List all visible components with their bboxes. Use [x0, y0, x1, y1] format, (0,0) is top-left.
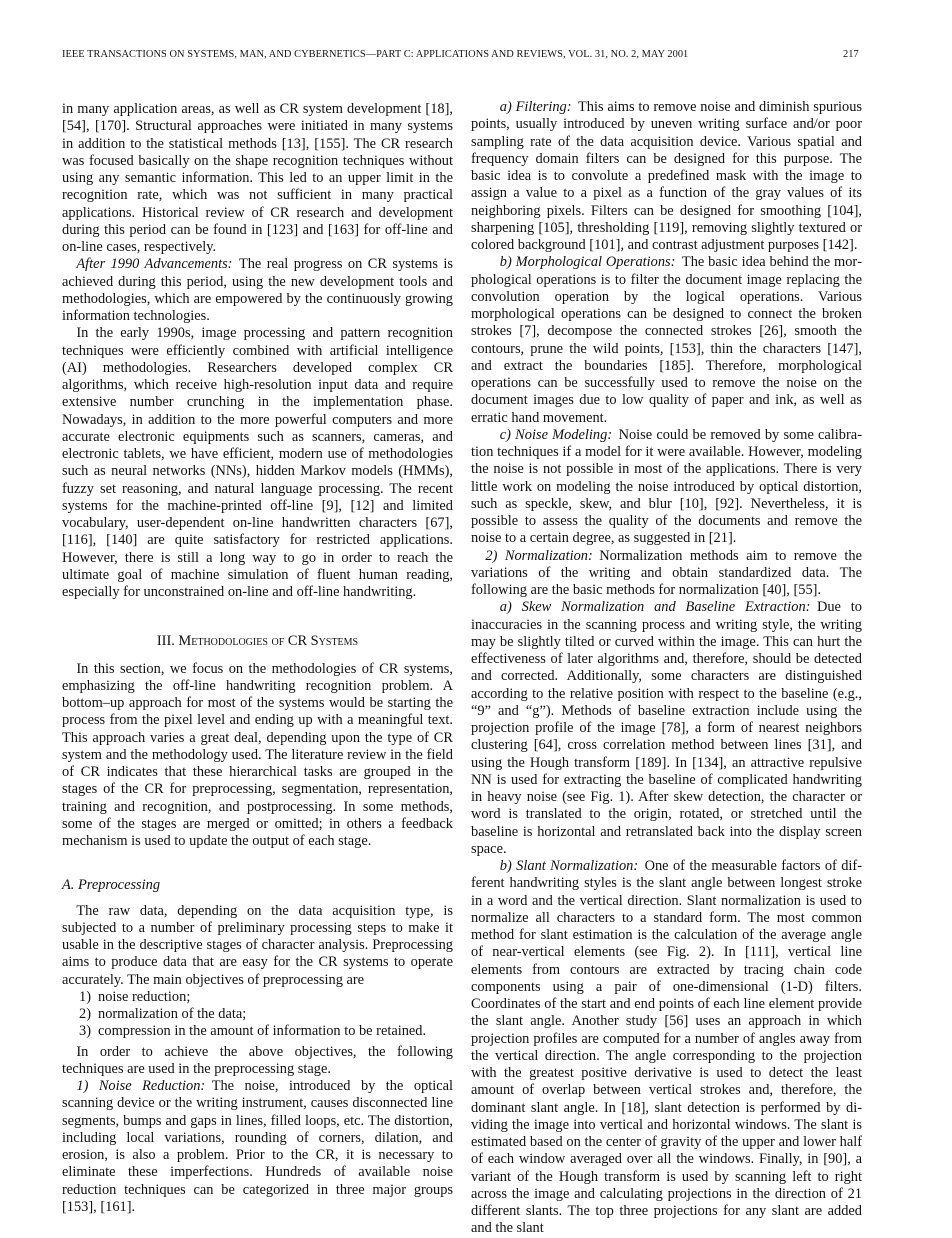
run-in-heading: c) Noise Modeling: [499, 426, 613, 443]
list-number: 1) [79, 988, 91, 1005]
section-heading: III. Methodologies of CR Systems [156, 633, 359, 650]
paragraph [471, 548, 862, 600]
paragraph-text: This aims to remove noise and diminish spurious points, usually introduced by uneven writing surface and/or poor sampling rate of the data acquisition device. Various spatial and frequency domain filters can be designed for this purpose. The basic idea is to convolute a predefined mask with the image to assign a value to a pixel as a function of the gray values of its neighboring pixels. Filters can be designed for smoothing [104], sharpening [105], thresholding [119], removing slightly textured or colored background [101], and contrast adjustment purposes [142]. [471, 99, 863, 253]
run-in-heading: 1) Noise Reduction: [76, 1078, 206, 1094]
paragraph [471, 427, 862, 548]
paragraph-text: The real progress on CR systems is achieved during this period, using the new development tools and methodologies, which are empowered by the continuously growing information technologies. [62, 256, 453, 324]
run-in-heading: 2) Normalization: [485, 547, 593, 564]
paragraph [62, 1078, 453, 1216]
paragraph: in many application areas, as well as CR system development [18], [54], [170]. Structural approaches were initiated in many systems in addition to the statistical methods [13], [155]. The CR research was focused basically on the shape recognition techniques without using any semantic information. This led to an upper limit in the recognition rate, which was not sufficient in many practical applications. Historical review of CR research and development during this period can be found in [123] and [163] for off-line and on-line cases, respectively. [62, 101, 453, 255]
paragraph-text: Normalization methods aim to remove the variations of the writing and obtain standardized data. The following are the basic methods for normalization [40], [55]. [471, 547, 862, 598]
page-number: 217 [843, 49, 859, 60]
running-header: IEEE TRANSACTIONS ON SYSTEMS, MAN, AND CYBERNETICS—PART C: APPLICATIONS AND REVIEWS, VOL. 31, NO. 2, MAY 2001 [62, 49, 689, 60]
run-in-heading: b) Slant Normalization: [499, 858, 639, 874]
paragraph-text: The noise, introduced by the optical scanning device or the writing instrument, causes disconnected line segments, bumps and gaps in lines, filled loops, etc. The distortion, including local variations, rounding of corners, dilation, and erosion, is also a problem. Prior to the CR, it is necessary to eliminate these imperfections. Hundreds of available noise reduction techniques can be categorized in three major groups [153], [161]. [62, 1078, 453, 1215]
paragraph: In this section, we focus on the methodologies of CR systems, emphasizing the off-line handwriting recognition problem. A bottom–up approach for most of the systems would be starting the process from the pixel level and ending up with a meaningful text. This approach varies a great deal, depending upon the type of CR system and the methodology used. The literature review in the field of CR indicates that these hierarchical tasks are grouped in the stages of the CR for preprocessing, segmentation, representation, training and recognition, and postprocessing. In some methods, some of the stages are merged or omitted; in others a feedback mechanism is used to update the output of each stage. [62, 660, 453, 849]
paragraph [471, 599, 862, 858]
run-in-heading: After 1990 Advancements: [76, 256, 233, 273]
paragraph [471, 858, 862, 1238]
run-in-heading: b) Morphological Operations: [499, 254, 676, 271]
list-text: compression in the amount of information to be retained. [98, 1023, 427, 1040]
left-column [62, 101, 453, 1216]
paragraph [471, 99, 862, 254]
list-text: noise reduction; [98, 988, 191, 1005]
objectives-list [62, 989, 453, 1041]
list-text: normalization of the data; [98, 1006, 247, 1022]
right-column [471, 99, 862, 1238]
paragraph: In the early 1990s, image processing and pattern recognition techniques were efficiently combined with artificial intelligence (AI) methodologies. Researchers developed complex CR algorithms, which receive high-resolution input data and require extensive number crunching in the implementation phase. Nowadays, in addition to the more powerful computers and more accurate electronic equipments such as scanners, cameras, and electronic tablets, we have efficient, modern use of methodologies such as neural networks (NNs), hidden Markov models (HMMs), fuzzy set reasoning, and natural language processing. The recent systems for the machine-printed off-line [9], [12] and limited vocabulary, user-dependent on-line handwritten characters [67], [116], [140] are quite satisfactory for restricted applications. However, there is still a long way to go in order to reach the ultimate goal of machine simulation of fluent human reading, especially for unconstrained on-line and off-line handwriting. [62, 325, 453, 600]
run-in-heading: a) Skew Normalization and Baseline Extraction: [499, 599, 811, 616]
list-item [79, 1023, 453, 1040]
paragraph-text: Due to inaccuracies in the scanning process and writing style, the writing may be slightly tilted or curved within the image. This can hurt the effectiveness of later algorithms and, therefore, should be detected and corrected. Additionally, some characters are distinguished according to the relative position with respect to the baseline (e.g., “9” and “g”). Methods of baseline extraction include using the projection profile of the image [78], a form of nearest neighbors clustering [64], cross correlation method between lines [31], and using the Hough transform [189]. In [134], an attractive repulsive NN is used for extracting the baseline of complicated handwriting in heavy noise (see Fig. 1). After skew detection, the character or word is translated to the origin, rotated, or stretched until the baseline is horizontal and retranslated back into the display screen space. [471, 599, 862, 857]
list-number: 2) [79, 1006, 91, 1022]
list-number: 3) [79, 1023, 91, 1040]
paragraph [62, 256, 453, 325]
paragraph: In order to achieve the above objectives, the following techniques are used in the preprocessing stage. [62, 1043, 453, 1077]
run-in-heading: a) Filtering: [499, 99, 572, 115]
subsection-heading: A. Preprocessing [62, 877, 161, 894]
paragraph-text: The basic idea behind the morphological operations is to filter the document image replacing the convolution operation by the logical operations. Various morphological operations can be designed to connect the broken strokes [7], decompose the connected strokes [26], smooth the contours, prune the wild points, [153], thin the characters [147], and extract the boundaries [185]. Therefore, morphological operations can be successfully used to remove the noise on the document images due to low quality of paper and ink, as well as erratic hand movement. [471, 254, 862, 426]
paragraph: The raw data, depending on the data acquisition type, is subjected to a number of preliminary processing steps to make it usable in the descriptive stages of character analysis. Preprocessing aims to produce data that are easy for the CR systems to operate accurately. The main objectives of preprocessing are [62, 902, 453, 988]
paragraph [471, 254, 862, 427]
paragraph-text: Noise could be removed by some calibration techniques if a model for it were available. However, modeling the noise is not possible in most of the applications. There is very little work on modeling the noise introduced by optical distortion, such as speckle, skew, and blur [10], [92]. Nevertheless, it is possible to assess the quality of the documents and remove the noise to a certain degree, as suggested in [21]. [471, 426, 862, 547]
list-item [79, 1006, 453, 1023]
list-item [79, 989, 453, 1006]
paragraph-text: One of the measurable factors of different handwriting styles is the slant angle between longest stroke in a word and the vertical direction. Slant normalization is used to normalize all characters to a standard form. The most common method for slant estimation is the calculation of the average angle of near-vertical elements (see Fig. 2). In [111], vertical line elements from contours are extracted by tracing chain code components using a pair of one-dimensional (1-D) filters. Coordinates of the start and end points of each line element provide the slant angle. Another study [56] uses an approach in which projection profiles are computed for a number of angles away from the vertical direction. The angle corresponding to the projection with the greatest positive derivative is used to detect the least amount of overlap between vertical strokes and, therefore, the dominant slant angle. In [18], slant detection is performed by dividing the image into vertical and horizontal windows. The slant is estimated based on the center of gravity of the upper and lower half of each window averaged over all the windows. Finally, in [90], a variant of the Hough transform is used by scanning left to right across the image and calculating projections in the direction of 21 different slants. The top three projections for any slant are added and the slant [471, 858, 862, 1237]
